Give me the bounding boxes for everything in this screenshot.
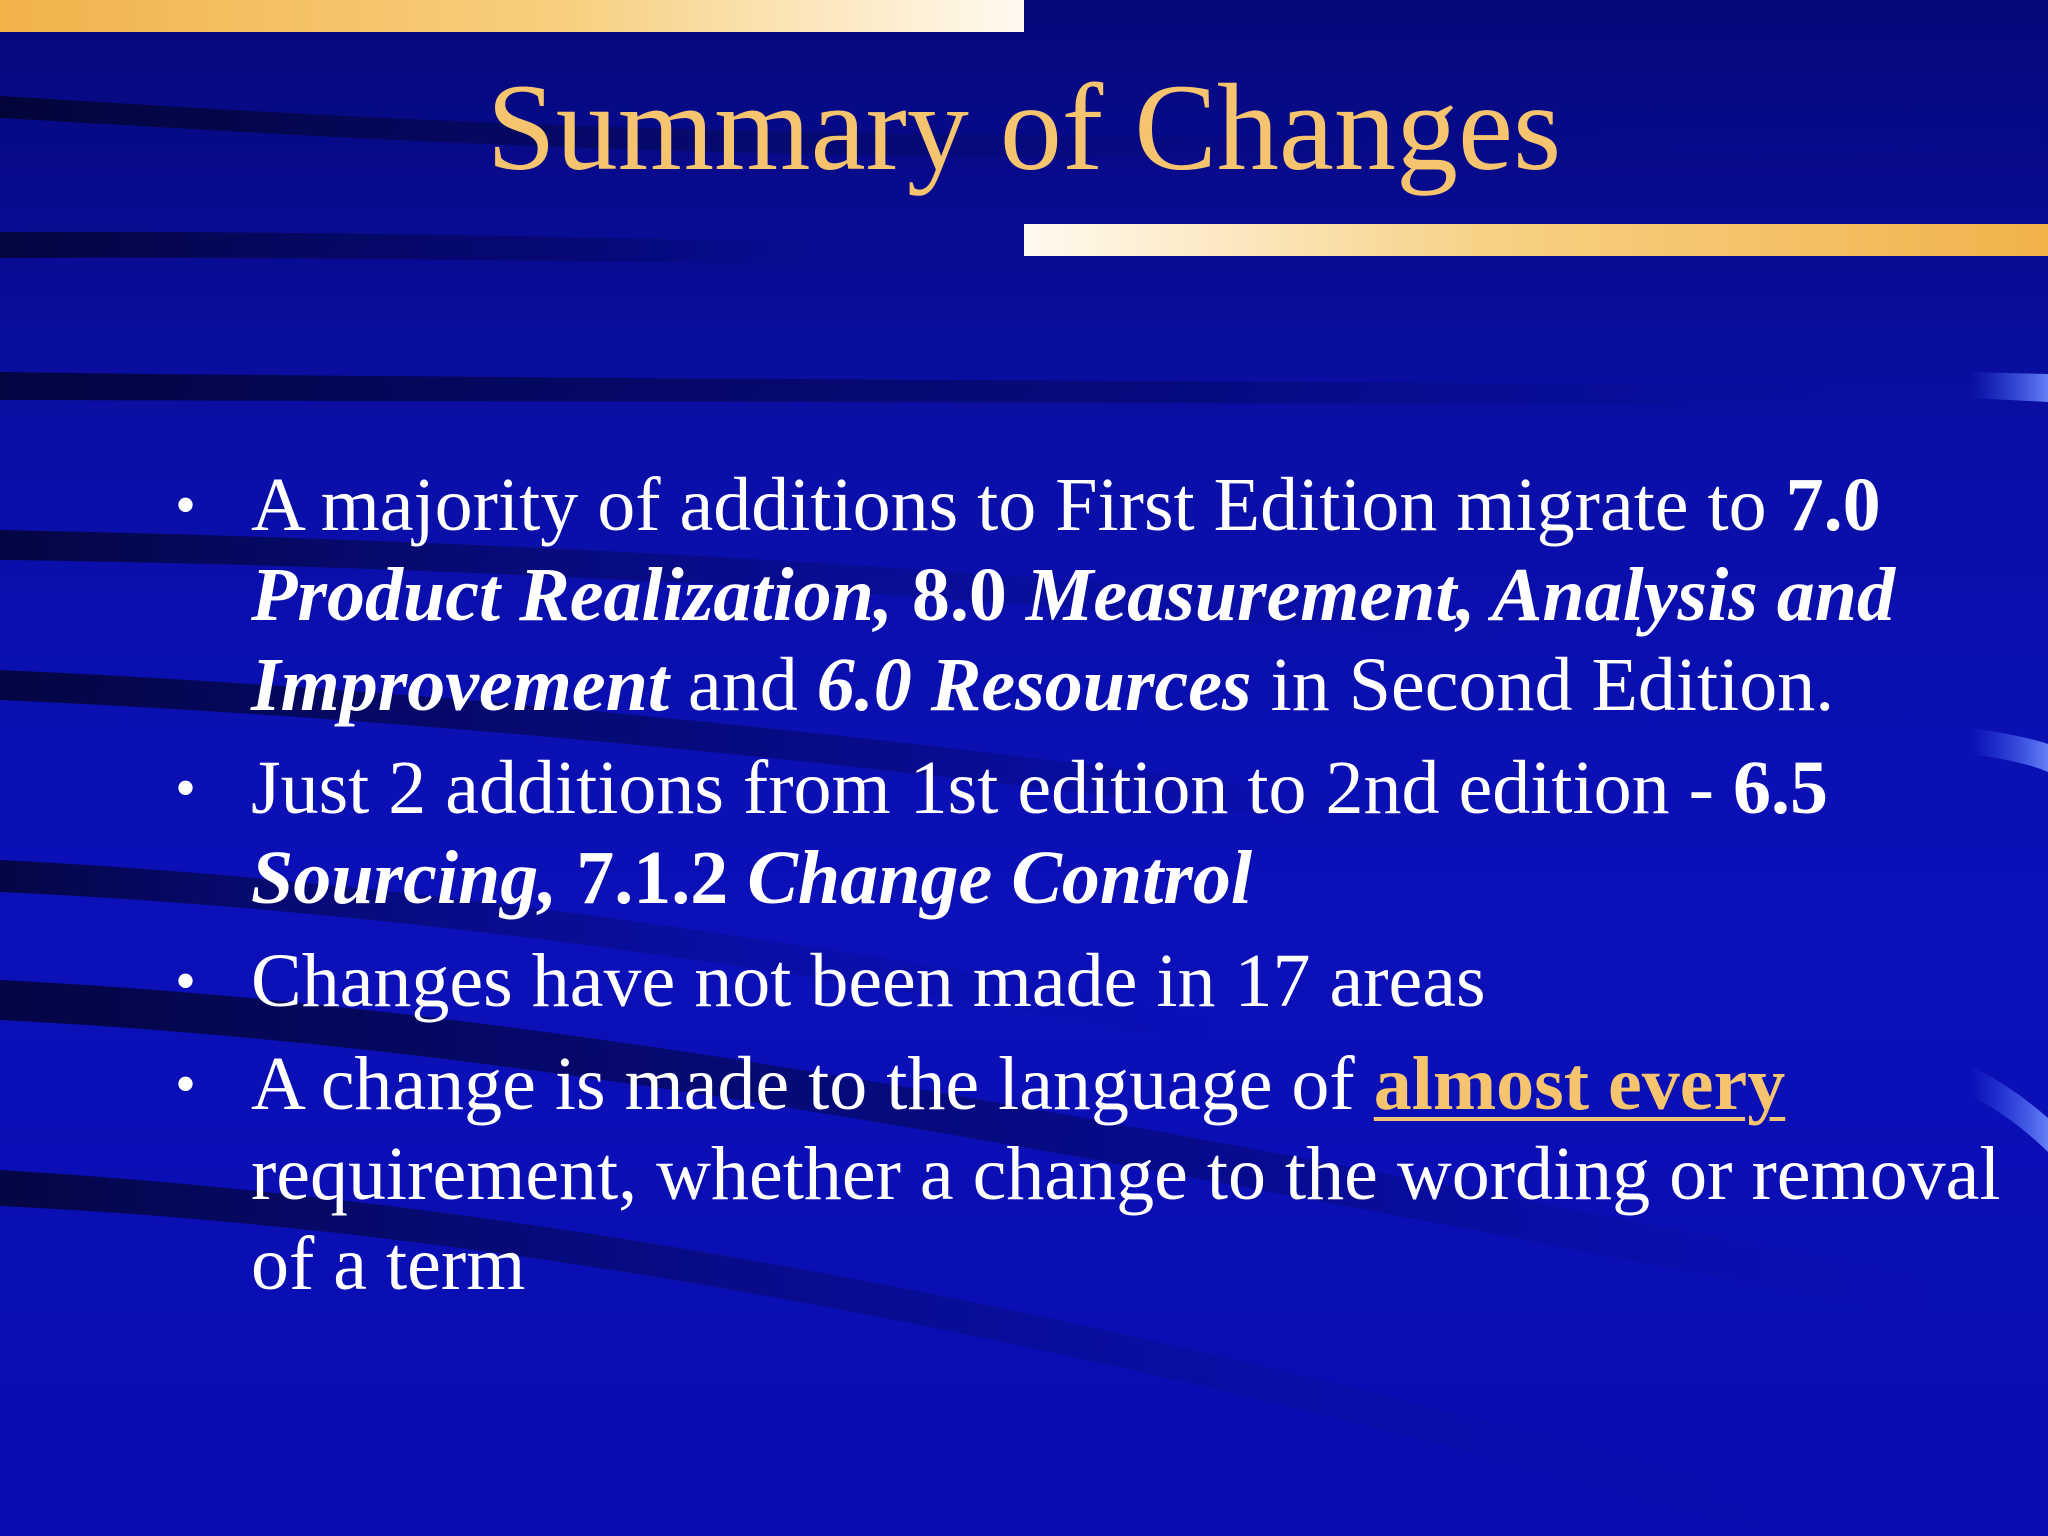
edge-streak-1: [1970, 372, 2048, 402]
swoosh-3: [0, 372, 2048, 408]
top-accent-bar: [0, 0, 1024, 32]
bullet-text-segment: Change Control: [747, 836, 1252, 920]
bullet-text-segment: 7.0: [1785, 463, 1881, 547]
bullet-item: [175, 743, 2015, 923]
bullet-marker: •: [175, 472, 197, 538]
bullet-text-segment: 7.1.2: [557, 836, 748, 920]
bullet-text-segment: Changes have not been made in 17 areas: [251, 939, 1486, 1023]
highlight-text: almost every: [1373, 1042, 1786, 1126]
bullet-text-segment: and: [668, 643, 817, 727]
bullet-text-segment: Product Realization,: [251, 553, 893, 637]
bullet-text-segment: Just 2 additions from 1st edition to 2nd edition -: [251, 746, 1733, 830]
bullet-text-segment: A majority of additions to First Edition migrate to: [251, 463, 1786, 547]
slide-title: Summary of Changes: [486, 59, 1562, 196]
title-underline-bar: [1024, 224, 2048, 256]
bullet-marker: •: [175, 1051, 197, 1117]
bullet-item: [175, 1039, 2015, 1309]
bullet-text-segment: 6.0 Resources: [816, 643, 1252, 727]
bullet-text-segment: 8.0: [892, 553, 1026, 637]
bullet-text-segment: in Second Edition.: [1251, 643, 1835, 727]
bullet-list: [175, 460, 2015, 1322]
bullet-text-segment: requirement, whether a change to the wording or removal of a term: [251, 1132, 2001, 1306]
bullet-text-segment: A change is made to the language of: [251, 1042, 1374, 1126]
swoosh-2: [0, 232, 1020, 265]
bullet-item: [175, 936, 2015, 1026]
bullet-marker: •: [175, 948, 197, 1014]
bullet-text-segment: 6.5: [1732, 746, 1828, 830]
bullet-text-segment: Measurement, Analysis and Improvement: [251, 553, 1896, 727]
bullet-item: [175, 460, 2015, 730]
bullet-text-segment: Sourcing,: [251, 836, 558, 920]
bullet-marker: •: [175, 755, 197, 821]
